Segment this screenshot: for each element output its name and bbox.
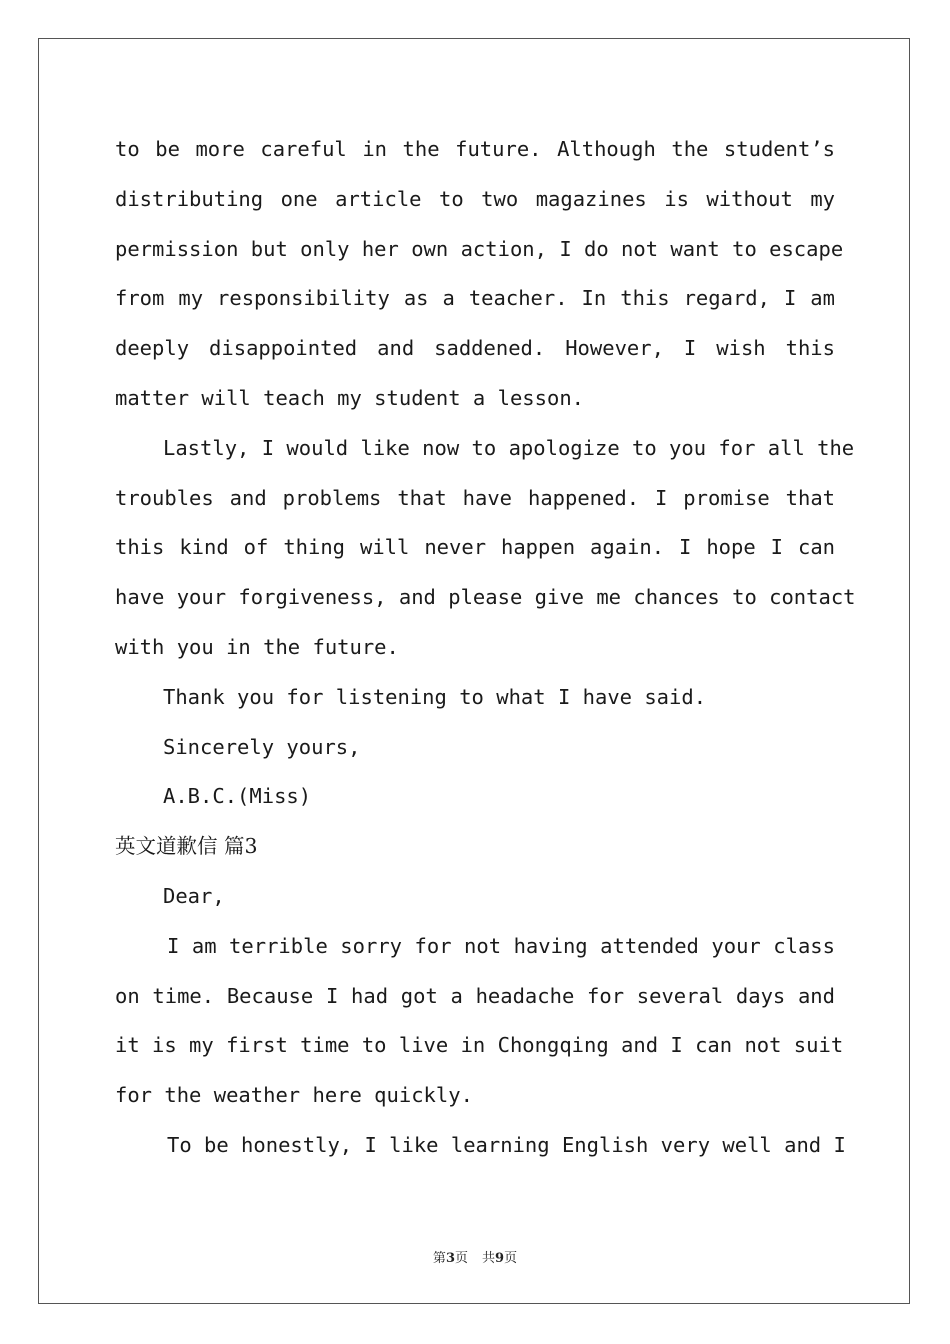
document-body	[115, 125, 856, 1171]
body-line: matter will teach my student a lesson.	[115, 385, 584, 410]
body-line: on time. Because I had got a headache for several days and	[115, 983, 835, 1008]
body-line: deeply disappointed and saddened. However, I wish this	[115, 336, 835, 361]
total-suffix: 页	[504, 1251, 518, 1266]
paragraph-start-line: Lastly, I would like now to apologize to you for all the	[163, 435, 855, 460]
page-footer	[0, 1247, 950, 1266]
signature-line: A.B.C.(Miss)	[163, 784, 312, 809]
page-number: 3	[445, 1251, 455, 1266]
body-line: distributing one article to two magazines is without my	[115, 186, 835, 211]
paragraph-start-line: Thank you for listening to what I have said.	[163, 684, 707, 709]
body-line: it is my first time to live in Chongqing and I can not suit	[115, 1033, 844, 1058]
paragraph-start-line: I am terrible sorry for not having attended your class	[167, 933, 835, 958]
total-pages: 9	[495, 1251, 505, 1266]
body-line: from my responsibility as a teacher. In this regard, I am	[115, 286, 835, 311]
section-heading: 英文道歉信 篇3	[115, 834, 258, 859]
body-line: for the weather here quickly.	[115, 1083, 473, 1108]
closing-line: Sincerely yours,	[163, 734, 361, 759]
page-prefix: 第	[432, 1251, 446, 1266]
salutation-line: Dear,	[163, 883, 225, 908]
body-line: this kind of thing will never happen again. I hope I can	[115, 535, 835, 560]
body-line: to be more careful in the future. Although the student’s	[115, 137, 835, 161]
body-line: with you in the future.	[115, 634, 399, 659]
body-line: permission but only her own action, I do not want to escape	[115, 236, 844, 261]
paragraph-start-line: To be honestly, I like learning English very well and I	[167, 1132, 846, 1157]
body-line: troubles and problems that have happened. I promise that	[115, 485, 835, 510]
body-line: have your forgiveness, and please give me chances to contact	[115, 585, 856, 610]
total-prefix: 共	[482, 1251, 496, 1266]
page-suffix: 页	[454, 1251, 468, 1266]
